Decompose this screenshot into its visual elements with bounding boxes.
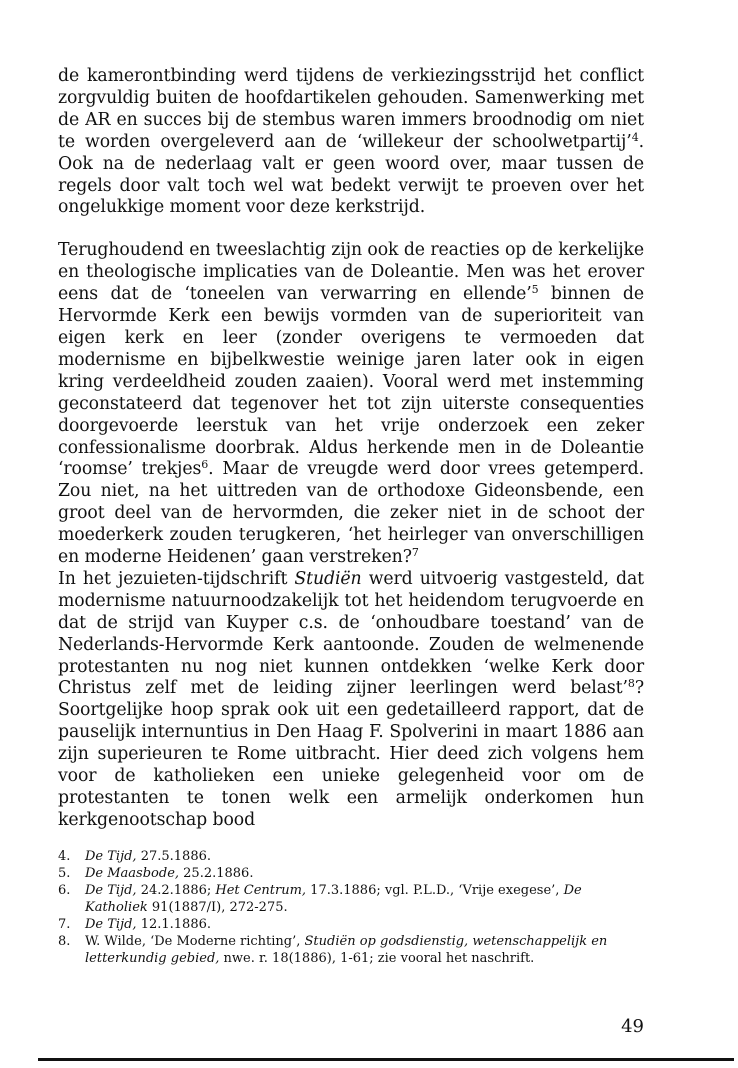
footnote-rest: nwe. r. 18(1886), 1-61; zie vooral het naschrift. (219, 950, 535, 966)
footnote-number: 5. (58, 865, 71, 881)
paragraph-3-text-c: ? Soortgelijke hoop sprak ook uit een gedetailleerd rapport, dat de pauselijk internuntius in Den Haag F. Spolverini in maart 1886 aan zijn superieuren te Rome uitbracht. Hier deed zich volgens hem voor de katholieken een unieke gelegenheid voor om de protestanten te tonen welk een armelijk onderkomen hun kerkgenootschap bood (58, 678, 644, 830)
footnote-source-3: De Katholiek (85, 882, 582, 915)
footnote-ref-8[interactable]: 8 (627, 677, 635, 691)
footnote-mid-2: 17.3.1886; vgl. P.L.D., ‘Vrije exegese’, (306, 882, 564, 898)
footnote-source: De Tijd, (85, 848, 137, 864)
paragraph-1 (58, 66, 644, 219)
footnote-number: 6. (58, 882, 71, 898)
journal-title: Studiën (294, 568, 362, 589)
footnote-source: De Tijd, (85, 882, 137, 898)
footnote-ref-4[interactable]: 4 (631, 130, 639, 144)
footnote-number: 7. (58, 916, 71, 932)
footnote-6 (58, 882, 644, 916)
footnote-number: 8. (58, 933, 71, 949)
footnote-source: De Tijd, (85, 916, 137, 932)
footnote-mid: 24.2.1886; (136, 882, 216, 898)
footnote-text (85, 916, 644, 933)
paragraph-2-text-b: binnen de Hervormde Kerk een bewijs vormden van de superioriteit van eigen kerk en leer (zonder overigens te vermoeden dat modernisme en bijbelkwestie weinige jaren later ook in eigen kring verdeeldheid zouden zaaien). Vooral werd met instemming geconstateerd dat tegenover het tot zijn uiterste consequenties doorgevoerde leerstuk van het vrije onderzoek een zeker confessionalisme doorbrak. Aldus herkende men in de Doleantie ‘roomse’ trekjes (58, 284, 645, 480)
footnote-8 (58, 933, 644, 967)
page-number: 49 (621, 1016, 644, 1037)
footnotes (58, 848, 644, 967)
paragraph-1-text-a: de kamerontbinding werd tijdens de verkiezingsstrijd het conflict zorgvuldig buiten de hoofdartikelen gehouden. Samenwerking met de AR en succes bij de stembus waren immers broodnodig om niet te worden overgeleverd aan de ‘willekeur der schoolwetpartij’ (58, 66, 644, 152)
footnote-text (85, 882, 644, 916)
paragraph-1-text-b: . Ook na de nederlaag valt er geen woord over, maar tussen de regels door valt toch wel wat bedekt verwijt te proeven over het ongelukkige moment voor deze kerkstrijd. (58, 131, 644, 218)
paragraph-3-text-a: In het jezuieten-tijdschrift (58, 568, 295, 589)
footnote-pre: W. Wilde, ‘De Moderne richting’, (85, 933, 305, 949)
bottom-rule (38, 1058, 734, 1061)
footnote-text (85, 933, 644, 967)
footnote-4 (58, 848, 644, 865)
footnote-rest: 25.2.1886. (179, 865, 254, 881)
paragraph-2 (58, 240, 644, 569)
paragraph-2-text-a: Terughoudend en tweeslachtig zijn ook de reacties op de kerkelijke en theologische implicaties van de Doleantie. Men was het erover eens dat de ‘toneelen van verwarring en ellende’ (58, 240, 644, 305)
footnote-rest: 12.1.1886. (136, 916, 211, 932)
footnote-source: Studiën op godsdienstig, wetenschappelijk en letterkundig gebied, (85, 933, 608, 966)
footnote-source: De Maasbode, (85, 865, 180, 881)
footnote-source-2: Het Centrum, (215, 882, 307, 898)
footnote-text (85, 848, 644, 865)
footnote-5 (58, 865, 644, 882)
footnote-ref-7[interactable]: 7 (411, 546, 419, 560)
paragraph-3-text-b: werd uitvoerig vastgesteld, dat modernisme natuurnoodzakelijk tot het heidendom terugvoerde en dat de strijd van Kuyper c.s. de ‘onhoudbare toestand’ van de Nederlands-Hervormde Kerk aantoonde. Zouden de welmenende protestanten nu nog niet kunnen ontdekken ‘welke Kerk door Christus zelf met de leiding zijner leerlingen werd belast’ (58, 568, 645, 699)
footnote-rest: 27.5.1886. (136, 848, 211, 864)
footnote-7 (58, 916, 644, 933)
footnote-text (85, 865, 644, 882)
footnote-rest: 91(1887/I), 272-275. (147, 899, 288, 915)
footnote-ref-5[interactable]: 5 (531, 283, 539, 297)
page-body (58, 66, 644, 967)
footnote-ref-6[interactable]: 6 (201, 458, 209, 472)
paragraph-2-text-c: . Maar de vreugde werd door vrees getemperd. Zou niet, na het uittreden van de orthodoxe Gideonsbende, een groot deel van de hervormden, die zeker niet in de schoot der moederkerk zouden terugkeren, ‘het heirleger van onverschilligen en moderne Heidenen’ gaan verstreken? (58, 459, 644, 568)
paragraph-3 (58, 569, 644, 832)
footnote-number: 4. (58, 848, 71, 864)
